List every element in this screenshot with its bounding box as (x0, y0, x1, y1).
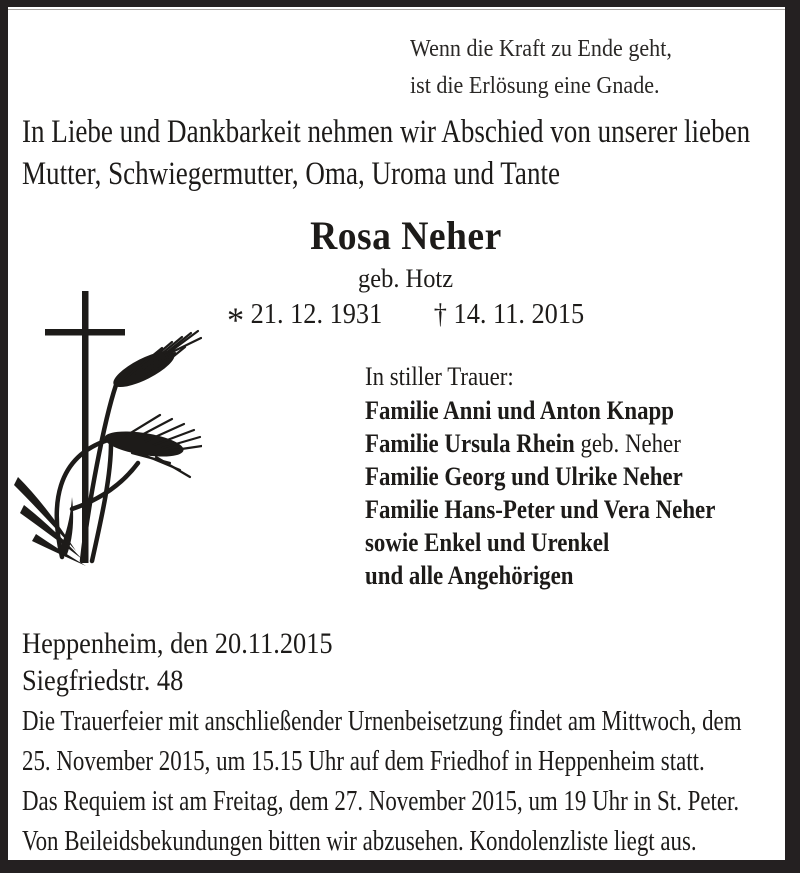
mourner-name: Familie Anni und Anton Knapp (365, 396, 675, 425)
mourning-heading: In stiller Trauer: (365, 362, 514, 391)
mourner-name: Familie Georg und Ulrike Neher (365, 462, 683, 491)
intro-line-1: In Liebe und Dankbarkeit nehmen wir Abschied von unserer lieben (22, 114, 751, 150)
mourner-line (365, 394, 715, 427)
funeral-info (22, 701, 800, 861)
maiden-name: geb. Hotz (357, 264, 454, 293)
mourner-line (365, 526, 715, 559)
intro-line-2: Mutter, Schwiegermutter, Oma, Uroma und Tante (22, 156, 561, 192)
mourner-line (365, 427, 715, 460)
mourner-name: und alle Angehörigen (365, 561, 574, 590)
deceased-name: Rosa Neher (309, 213, 502, 258)
death-cross-icon: † (433, 299, 448, 330)
mourner-line (365, 493, 715, 526)
intro-text (22, 111, 800, 195)
mourners-list (365, 360, 763, 592)
funeral-info-line-1: Die Trauerfeier mit anschließender Urnenbeisetzung findet am Mittwoch, dem (22, 705, 742, 737)
mourner-name: Familie Hans-Peter und Vera Neher (365, 495, 716, 524)
funeral-info-line-2: 25. November 2015, um 15.15 Uhr auf dem Friedhof in Heppenheim statt. (22, 745, 705, 777)
mourner-name: sowie Enkel und Urenkel (365, 528, 610, 557)
mourner-name: Familie Ursula Rhein (365, 429, 575, 458)
mourner-name-suffix: geb. Neher (574, 429, 681, 458)
birth-date: * 21. 12. 1931 (226, 299, 383, 340)
address: Siegfriedstr. 48 (22, 664, 184, 697)
epigraph-line-2: ist die Erlösung eine Gnade. (410, 73, 660, 99)
epigraph (410, 31, 695, 105)
funeral-info-line-4: Von Beileidsbekundungen bitten wir abzusehen. Kondolenzliste liegt aus. (22, 825, 697, 857)
place-date-block (22, 625, 375, 699)
cross-and-wheat-icon (12, 291, 202, 571)
place-date: Heppenheim, den 20.11.2015 (22, 627, 333, 660)
mourner-line (365, 460, 715, 493)
mourner-line (365, 559, 715, 592)
funeral-info-line-3: Das Requiem ist am Freitag, dem 27. November 2015, um 19 Uhr in St. Peter. (22, 785, 740, 817)
frame-inner-line (8, 9, 785, 10)
death-date-value: 14. 11. 2015 (453, 299, 585, 330)
death-date (434, 297, 584, 333)
epigraph-line-1: Wenn die Kraft zu Ende geht, (410, 36, 672, 62)
birth-date-value: 21. 12. 1931 (250, 299, 383, 330)
